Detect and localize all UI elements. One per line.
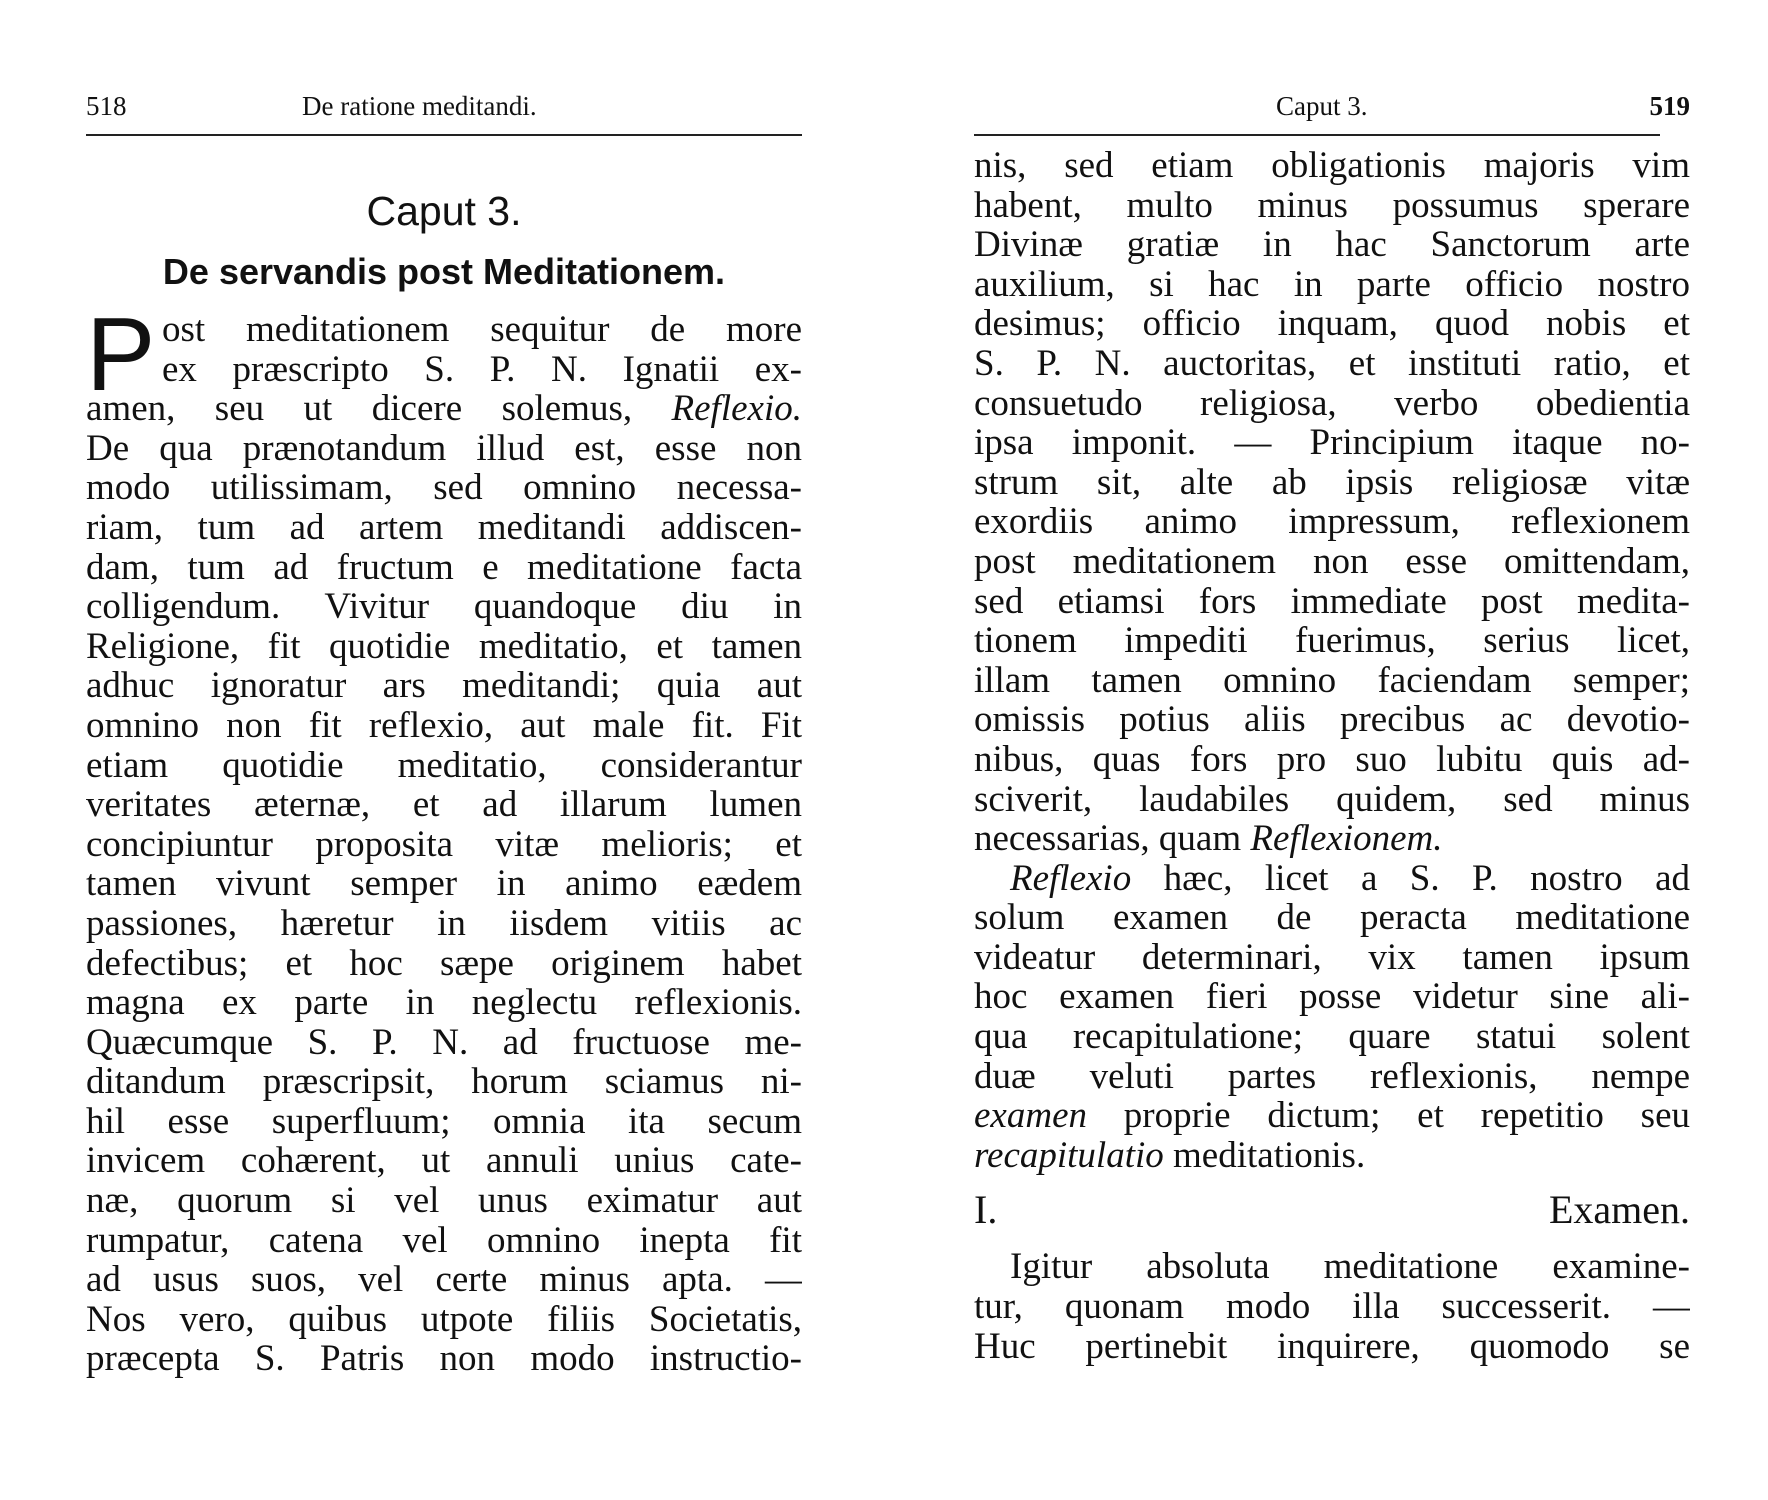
- text-line: tur, quonam modo illa successerit. —: [974, 1287, 1690, 1327]
- text-line: Igitur absoluta meditatione examine-: [1010, 1247, 1690, 1288]
- text-line: exordiis animo impressum, reflexionem: [974, 502, 1690, 542]
- text-line: tamen vivunt semper in animo eædem: [86, 864, 802, 904]
- text-segment: proprie dictum; et repetitio seu: [1087, 1096, 1690, 1136]
- text-line: [974, 859, 1690, 899]
- running-head: [974, 80, 1690, 132]
- text-line: sed etiamsi fors immediate post medita-: [974, 581, 1690, 622]
- text-line: concipiuntur proposita vitæ melioris; et: [86, 824, 802, 865]
- text-line: veritates æternæ, et ad illarum lumen: [86, 785, 802, 825]
- text-line: consuetudo religiosa, verbo obedientia: [974, 383, 1690, 424]
- text-line: Nos vero, quibus utpote filiis Societatis,: [86, 1299, 802, 1340]
- chapter-title: Caput 3.: [366, 188, 522, 234]
- text-line: post meditationem non esse omittendam,: [974, 541, 1690, 582]
- running-head: [86, 80, 802, 132]
- text-line: ost meditationem sequitur de more: [162, 310, 802, 350]
- text-line: modo utilissimam, sed omnino necessa-: [86, 468, 802, 508]
- text-line: passiones, hæretur in iisdem vitiis ac: [86, 903, 802, 944]
- text-line: magna ex parte in neglectu reflexionis.: [86, 983, 802, 1023]
- text-segment: necessarias, quam: [974, 819, 1251, 859]
- text-line: solum examen de peracta meditatione: [974, 898, 1690, 938]
- text-line: [974, 1136, 1690, 1176]
- text-line: omnino non fit reflexio, aut male fit. Fit: [86, 705, 802, 746]
- chapter-subtitle: De servandis post Meditationem.: [162, 251, 726, 292]
- text-line: De qua prænotandum illud est, esse non: [86, 428, 802, 469]
- text-line: dam, tum ad fructum e meditatione facta: [86, 547, 802, 588]
- text-line: Divinæ gratiæ in hac Sanctorum arte: [974, 225, 1690, 265]
- text-line: S. P. N. auctoritas, et instituti ratio, et: [974, 343, 1690, 384]
- text-segment: amen, seu ut dicere solemus,: [86, 389, 672, 429]
- text-line: auxilium, si hac in parte officio nostro: [974, 264, 1690, 305]
- text-line: ditandum præscripsit, horum sciamus ni-: [86, 1062, 802, 1102]
- italic-term: recapitulatio: [974, 1135, 1164, 1176]
- page-number: 519: [1649, 91, 1690, 121]
- text-line: Quæcumque S. P. N. ad fructuose me-: [86, 1022, 802, 1063]
- text-line: næ, quorum si vel unus eximatur aut: [86, 1181, 802, 1221]
- text-line: ipsa imponit. — Principium itaque no-: [974, 423, 1690, 463]
- text-line: rumpatur, catena vel omnino inepta fit: [86, 1220, 802, 1261]
- left-page: [86, 0, 802, 1379]
- italic-term: examen: [974, 1096, 1087, 1136]
- text-line: ex præscripto S. P. N. Ignatii ex-: [162, 349, 802, 390]
- page-number: 518: [86, 91, 127, 121]
- text-line: illam tamen omnino faciendam semper;: [974, 660, 1690, 701]
- text-line: habent, multo minus possumus sperare: [974, 185, 1690, 226]
- text-line: omissis potius aliis precibus ac devotio-: [974, 700, 1690, 740]
- running-title: De ratione meditandi.: [302, 91, 537, 121]
- italic-term: Reflexio: [1010, 858, 1132, 899]
- text-line: invicem cohærent, ut annuli unius cate-: [86, 1141, 802, 1182]
- italic-term: Reflexionem.: [1250, 819, 1443, 859]
- text-segment: meditationis.: [1163, 1135, 1366, 1176]
- text-line: nibus, quas fors pro suo lubitu quis ad-: [974, 739, 1690, 780]
- text-line: adhuc ignoratur ars meditandi; quia aut: [86, 666, 802, 706]
- right-page: [974, 0, 1690, 1366]
- text-line: tionem impediti fuerimus, serius licet,: [974, 621, 1690, 661]
- text-line: desimus; officio inquam, quod nobis et: [974, 304, 1690, 344]
- text-line: qua recapitulatione; quare statui solent: [974, 1017, 1690, 1057]
- section-heading: I. Examen.: [974, 1187, 1690, 1233]
- text-line: nis, sed etiam obligationis majoris vim: [974, 146, 1690, 186]
- drop-cap: P: [86, 297, 156, 413]
- text-line: riam, tum ad artem meditandi addiscen-: [86, 507, 802, 548]
- text-line: defectibus; et hoc sæpe originem habet: [86, 943, 802, 984]
- text-line: [974, 1096, 1690, 1136]
- text-line: ad usus suos, vel certe minus apta. —: [86, 1260, 802, 1300]
- text-line: strum sit, alte ab ipsis religiosæ vitæ: [974, 462, 1690, 503]
- text-line: Religione, fit quotidie meditatio, et tamen: [86, 626, 802, 667]
- running-title: Caput 3.: [1276, 91, 1368, 121]
- text-line: hil esse superfluum; omnia ita secum: [86, 1101, 802, 1142]
- text-line: hoc examen fieri posse videtur sine ali-: [974, 977, 1690, 1018]
- text-line: præcepta S. Patris non modo instructio-: [86, 1339, 802, 1380]
- text-line: etiam quotidie meditatio, considerantur: [86, 745, 802, 786]
- text-line: Huc pertinebit inquirere, quomodo se: [974, 1326, 1690, 1367]
- text-segment: hæc, licet a S. P. nostro ad: [1131, 858, 1690, 899]
- text-line: colligendum. Vivitur quandoque diu in: [86, 587, 802, 627]
- header-rule: [974, 134, 1660, 136]
- text-line: [974, 819, 1690, 859]
- header-rule: [86, 134, 802, 136]
- text-line: [86, 389, 802, 429]
- text-line: sciverit, laudabiles quidem, sed minus: [974, 779, 1690, 820]
- right-body-text: [974, 146, 1690, 1366]
- text-line: videatur determinari, vix tamen ipsum: [974, 937, 1690, 978]
- text-line: duæ veluti partes reflexionis, nempe: [974, 1056, 1690, 1097]
- italic-term: Reflexio.: [671, 389, 802, 429]
- left-body-text: [86, 297, 802, 1380]
